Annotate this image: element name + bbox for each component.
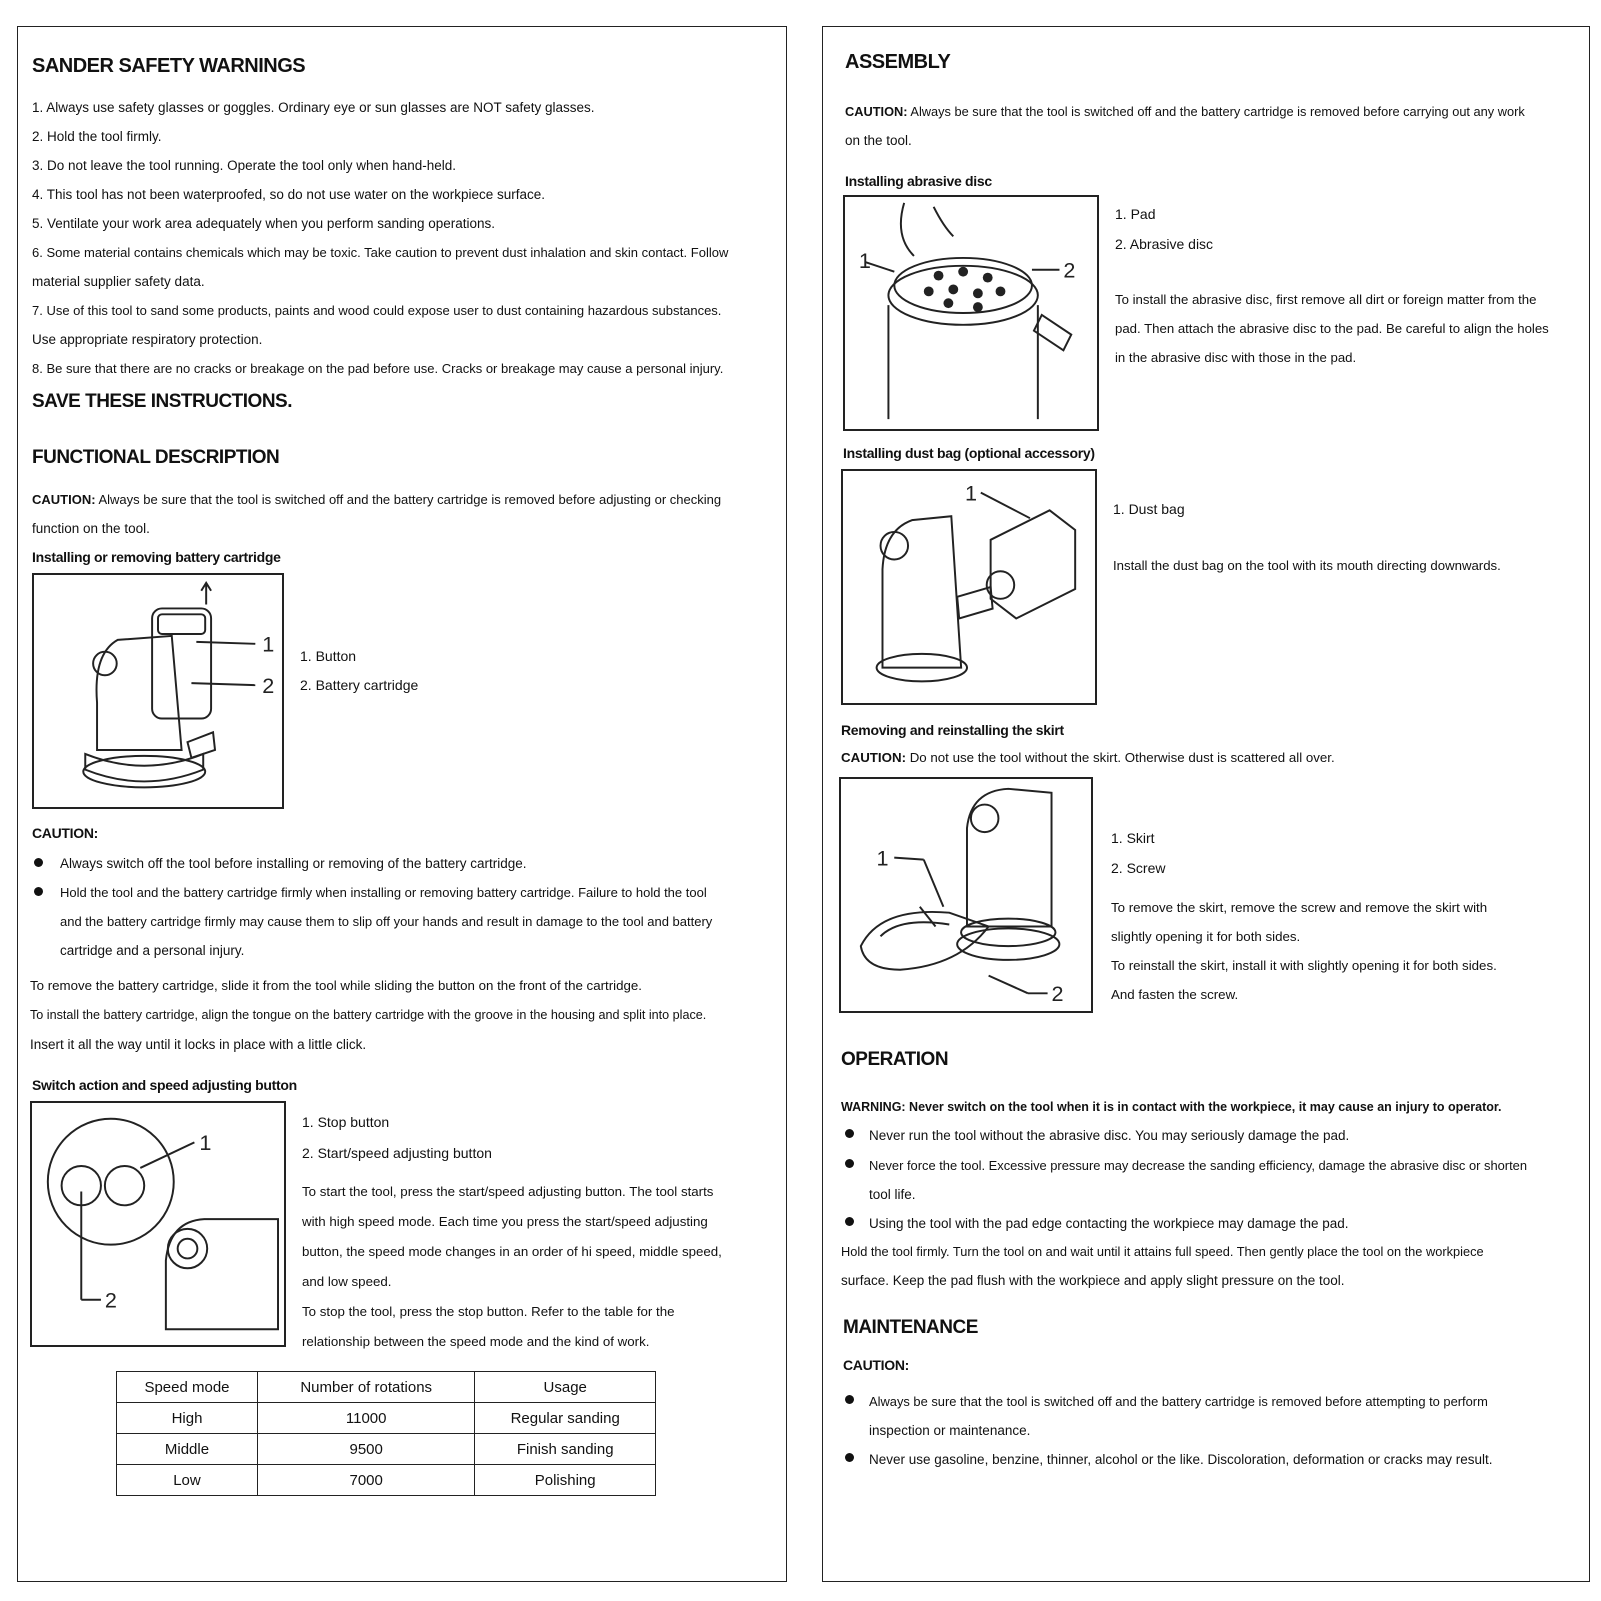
caution-label: CAUTION: xyxy=(32,492,96,507)
assembly-caution xyxy=(845,97,1580,155)
right-page xyxy=(822,26,1590,1582)
bullet-icon xyxy=(34,858,43,867)
text-line: and low speed. xyxy=(302,1274,392,1289)
maintenance-title: MAINTENANCE xyxy=(843,1317,978,1338)
text-line: Insert it all the way until it locks in place with a little click. xyxy=(30,1037,367,1052)
list-item: 1. Skirt xyxy=(1111,830,1155,846)
skirt-parts-list xyxy=(1111,823,1165,883)
bullet-line: Hold the tool and the battery cartridge firmly when installing or removing battery cartridge. Failure to hold the tool xyxy=(60,885,707,900)
list-item: 1. Pad xyxy=(1115,206,1156,222)
table-cell: Low xyxy=(117,1465,258,1496)
switch-buttons-illustration xyxy=(32,1103,284,1345)
text-line: To remove the skirt, remove the screw and remove the skirt with xyxy=(1111,900,1488,915)
bullet-line: tool life. xyxy=(869,1187,916,1202)
switch-callout-1: 1 xyxy=(199,1130,212,1156)
table-header: Usage xyxy=(475,1372,656,1403)
save-instructions-title: SAVE THESE INSTRUCTIONS. xyxy=(32,391,293,412)
text-line: To install the abrasive disc, first remove all dirt or foreign matter from the xyxy=(1115,292,1537,307)
bullet-line: Never force the tool. Excessive pressure may decrease the sanding efficiency, damage the abrasive disc or shorten xyxy=(869,1158,1528,1173)
battery-parts-list xyxy=(300,642,418,700)
bullet-line: cartridge and a personal injury. xyxy=(60,943,245,958)
bullet-line: and the battery cartridge firmly may cause them to slip off your hands and result in damage to the tool and battery xyxy=(60,914,713,929)
functional-description-title: FUNCTIONAL DESCRIPTION xyxy=(32,447,280,468)
skirt-callout-1: 1 xyxy=(876,845,889,871)
list-item: 6. Some material contains chemicals which may be toxic. Take caution to prevent dust inhalation and skin contact. Follow xyxy=(32,245,729,260)
text-line: Hold the tool firmly. Turn the tool on and wait until it attains full speed. Then gently place the tool on the workpiece xyxy=(841,1244,1484,1259)
dust-bag-illustration xyxy=(843,471,1095,703)
abrasive-disc-illustration xyxy=(845,197,1097,429)
operation-bullet-2 xyxy=(869,1151,1584,1209)
list-item: 2. Abrasive disc xyxy=(1115,236,1214,252)
maintenance-caution-label: CAUTION: xyxy=(843,1357,910,1373)
battery-heading: Installing or removing battery cartridge xyxy=(32,549,281,565)
caution-label: CAUTION: xyxy=(841,750,906,765)
list-item: 1. Stop button xyxy=(302,1114,390,1130)
table-cell: 11000 xyxy=(257,1403,474,1434)
text-line: To stop the tool, press the stop button. Refer to the table for the xyxy=(302,1304,675,1319)
table-cell: 9500 xyxy=(257,1434,474,1465)
assembly-caution-text-cont: on the tool. xyxy=(845,133,912,148)
battery-bullet-1: Always switch off the tool before installing or removing of the battery cartridge. xyxy=(60,856,527,871)
skirt-description xyxy=(1111,893,1561,1009)
bullet-line: Always be sure that the tool is switched off and the battery cartridge is removed before attempting to perform xyxy=(869,1394,1488,1409)
maintenance-bullet-2 xyxy=(869,1445,1493,1474)
table-cell: Middle xyxy=(117,1434,258,1465)
table-cell: Regular sanding xyxy=(475,1403,656,1434)
bullet-icon xyxy=(845,1129,854,1138)
battery-caution-label: CAUTION: xyxy=(32,825,99,841)
text-line: To reinstall the skirt, install it with slightly opening it for both sides. xyxy=(1111,958,1497,973)
abrasive-disc-figure xyxy=(843,195,1099,431)
operation-warning: WARNING: Never switch on the tool when it is in contact with the workpiece, it may cause an injury to operator. xyxy=(841,1100,1502,1114)
bullet-icon xyxy=(845,1395,854,1404)
speed-mode-table xyxy=(116,1371,656,1496)
table-header: Speed mode xyxy=(117,1372,258,1403)
battery-callout-2: 2 xyxy=(262,672,275,698)
list-item: Use appropriate respiratory protection. xyxy=(32,332,263,347)
sander-battery-illustration xyxy=(34,575,282,807)
disc-callout-1: 1 xyxy=(858,247,871,273)
text-line: And fasten the screw. xyxy=(1111,987,1239,1002)
text-line: To start the tool, press the start/speed adjusting button. The tool starts xyxy=(302,1184,714,1199)
operation-bullet-3 xyxy=(869,1209,1349,1238)
bullet-icon xyxy=(34,887,43,896)
dust-bag-callout-1: 1 xyxy=(965,480,978,506)
table-row xyxy=(117,1403,656,1434)
dust-bag-heading: Installing dust bag (optional accessory) xyxy=(843,445,1095,461)
list-item: 1. Always use safety glasses or goggles. Ordinary eye or sun glasses are NOT safety glasses. xyxy=(32,100,595,115)
table-row xyxy=(117,1465,656,1496)
text-line: To install the battery cartridge, align the tongue on the battery cartridge with the groove in the housing and split into place. xyxy=(30,1008,707,1022)
table-cell: High xyxy=(117,1403,258,1434)
disc-parts-list xyxy=(1115,199,1213,259)
table-header-row xyxy=(117,1372,656,1403)
battery-figure xyxy=(32,573,284,809)
bullet-line: Never run the tool without the abrasive disc. You may seriously damage the pad. xyxy=(869,1128,1350,1143)
text-line: slightly opening it for both sides. xyxy=(1111,929,1301,944)
table-cell: Polishing xyxy=(475,1465,656,1496)
text-line: with high speed mode. Each time you press the start/speed adjusting xyxy=(302,1214,708,1229)
caution-label: CAUTION: xyxy=(845,104,908,119)
skirt-callout-2: 2 xyxy=(1051,981,1064,1007)
operation-title: OPERATION xyxy=(841,1049,949,1070)
safety-warnings-list xyxy=(32,93,772,383)
dust-bag-part: 1. Dust bag xyxy=(1113,501,1185,517)
dust-bag-text: Install the dust bag on the tool with its mouth directing downwards. xyxy=(1113,558,1501,573)
battery-callout-1: 1 xyxy=(262,631,275,657)
list-item: 2. Battery cartridge xyxy=(300,677,419,693)
text-line: in the abrasive disc with those in the pad. xyxy=(1115,350,1357,365)
bullet-icon xyxy=(845,1453,854,1462)
switch-figure xyxy=(30,1101,286,1347)
switch-parts-list xyxy=(302,1107,492,1169)
list-item: 8. Be sure that there are no cracks or breakage on the pad before use. Cracks or breakage may cause a personal injury. xyxy=(32,361,724,376)
list-item: 4. This tool has not been waterproofed, so do not use water on the workpiece surface. xyxy=(32,187,546,202)
switch-description xyxy=(302,1177,762,1357)
operation-description xyxy=(841,1237,1581,1295)
switch-callout-2: 2 xyxy=(104,1287,117,1313)
list-item: 7. Use of this tool to sand some products, paints and wood could expose user to dust containing hazardous substances. xyxy=(32,303,722,318)
abrasive-disc-heading: Installing abrasive disc xyxy=(845,173,992,189)
safety-warnings-title: SANDER SAFETY WARNINGS xyxy=(32,55,306,77)
list-item: 3. Do not leave the tool running. Operate the tool only when hand-held. xyxy=(32,158,457,173)
functional-caution xyxy=(32,485,772,543)
list-item: 2. Screw xyxy=(1111,860,1166,876)
table-cell: 7000 xyxy=(257,1465,474,1496)
bullet-line: Using the tool with the pad edge contacting the workpiece may damage the pad. xyxy=(869,1216,1349,1231)
switch-heading: Switch action and speed adjusting button xyxy=(32,1077,297,1093)
maintenance-bullet-1 xyxy=(869,1387,1584,1445)
bullet-line: inspection or maintenance. xyxy=(869,1423,1031,1438)
list-item: 1. Button xyxy=(300,648,357,664)
dust-bag-figure xyxy=(841,469,1097,705)
battery-bullet-2 xyxy=(60,878,770,965)
text-line: relationship between the speed mode and the kind of work. xyxy=(302,1334,650,1349)
table-row xyxy=(117,1434,656,1465)
text-line: surface. Keep the pad flush with the workpiece and apply slight pressure on the tool. xyxy=(841,1273,1345,1288)
bullet-line: Never use gasoline, benzine, thinner, alcohol or the like. Discoloration, deformation or cracks may result. xyxy=(869,1452,1493,1467)
functional-caution-text: Always be sure that the tool is switched off and the battery cartridge is removed before adjusting or checking xyxy=(98,492,722,507)
list-item: 2. Start/speed adjusting button xyxy=(302,1145,492,1161)
remove-battery-text: To remove the battery cartridge, slide it from the tool while sliding the button on the front of the cartridge. xyxy=(30,978,642,993)
operation-bullet-1 xyxy=(869,1121,1349,1150)
skirt-figure xyxy=(839,777,1093,1013)
disc-description xyxy=(1115,285,1575,372)
skirt-caution-text: Do not use the tool without the skirt. Otherwise dust is scattered all over. xyxy=(909,750,1335,765)
list-item: material supplier safety data. xyxy=(32,274,205,289)
table-cell: Finish sanding xyxy=(475,1434,656,1465)
bullet-icon xyxy=(845,1217,854,1226)
skirt-heading: Removing and reinstalling the skirt xyxy=(841,722,1064,738)
skirt-illustration xyxy=(841,779,1091,1011)
left-page xyxy=(17,26,787,1582)
install-battery-text xyxy=(30,1001,775,1059)
text-line: pad. Then attach the abrasive disc to the pad. Be careful to align the holes xyxy=(1115,321,1549,336)
skirt-caution xyxy=(841,743,1335,772)
assembly-title: ASSEMBLY xyxy=(845,51,951,73)
list-item: 2. Hold the tool firmly. xyxy=(32,129,162,144)
table-header: Number of rotations xyxy=(257,1372,474,1403)
bullet-icon xyxy=(845,1159,854,1168)
assembly-caution-text: Always be sure that the tool is switched off and the battery cartridge is removed before carrying out any work xyxy=(910,104,1525,119)
list-item: 5. Ventilate your work area adequately when you perform sanding operations. xyxy=(32,216,496,231)
text-line: button, the speed mode changes in an order of hi speed, middle speed, xyxy=(302,1244,722,1259)
functional-caution-text-cont: function on the tool. xyxy=(32,521,150,536)
disc-callout-2: 2 xyxy=(1063,257,1076,283)
